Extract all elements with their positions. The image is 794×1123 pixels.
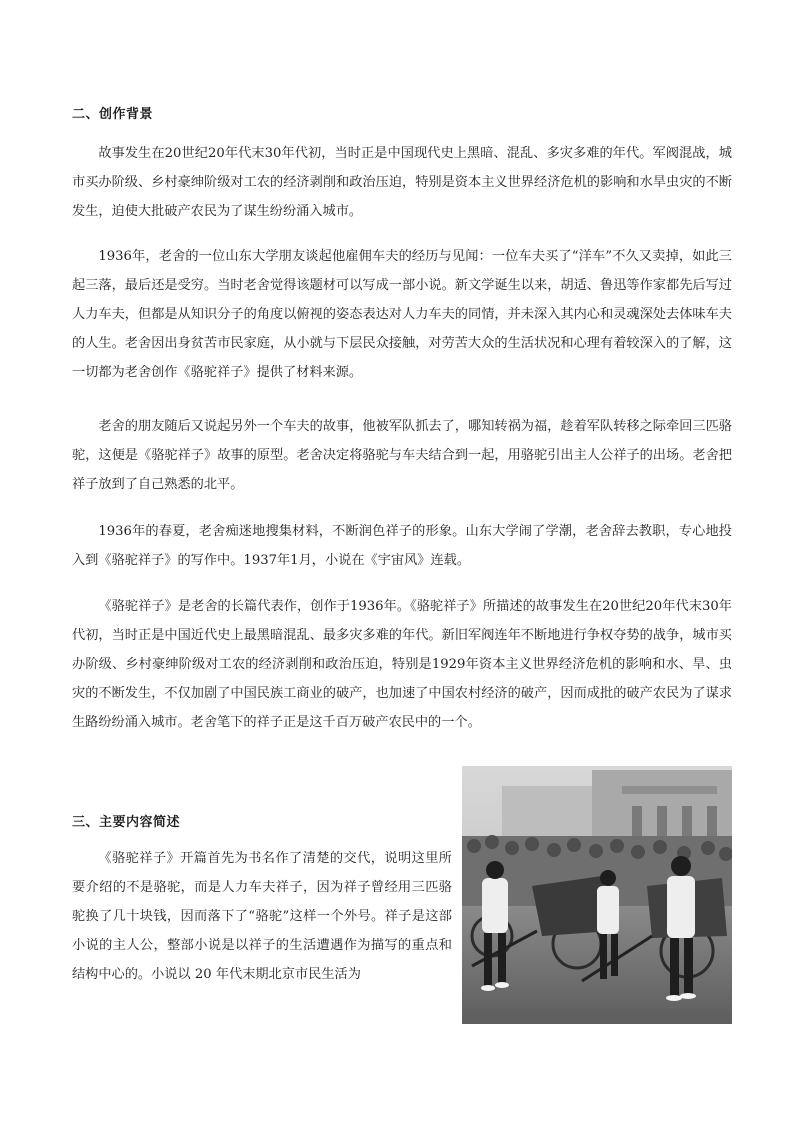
rickshaw-pullers-photo <box>462 766 732 1024</box>
paragraph: 1936年的春夏，老舍痴迷地搜集材料，不断润色祥子的形象。山东大学闹了学潮，老舍辞去教职，专心地投入到《骆驼祥子》的写作中。1937年1月，小说在《宇宙风》连载。 <box>72 524 732 568</box>
section-heading-background: 二、创作背景 <box>72 107 154 122</box>
paragraph: 老舍的朋友随后又说起另外一个车夫的故事，他被军队抓去了，哪知转祸为福，趁着军队转移之际牵回三匹骆驼，这便是《骆驼祥子》故事的原型。老舍决定将骆驼与车夫结合到一起，用骆驼引出主人公祥子的出场。老舍把祥子放到了自己熟悉的北平。 <box>72 419 732 492</box>
paragraph: 《骆驼祥子》开篇首先为书名作了清楚的交代，说明这里所要介绍的不是骆驼，而是人力车夫祥子，因为祥子曾经用三匹骆驼换了几十块钱，因而落下了“骆驼”这样一个外号。祥子是这部小说的主人公，整部小说是以祥子的生活遭遇作为描写的重点和结构中心的。小说以 20 年代末期北京市民生活为 <box>72 851 452 982</box>
paragraph: 故事发生在20世纪20年代末30年代初，当时正是中国现代史上黑暗、混乱、多灾多难的年代。军阀混战，城市买办阶级、乡村豪绅阶级对工农的经济剥削和政治压迫，特别是资本主义世界经济危机的影响和水旱虫灾的不断发生，迫使大批破产农民为了谋生纷纷涌入城市。 <box>72 146 732 219</box>
paragraph: 《骆驼祥子》是老舍的长篇代表作，创作于1936年。《骆驼祥子》所描述的故事发生在20世纪20年代末30年代初，当时正是中国近代史上最黑暗混乱、最多灾多难的年代。新旧军阀连年不断地进行争权夺势的战争，城市买办阶级、乡村豪绅阶级对工农的经济剥削和政治压迫，特别是1929年资本主义世界经济危机的影响和水、旱、虫灾的不断发生，不仅加剧了中国民族工商业的破产，也加速了中国农村经济的破产，因而成批的破产农民为了谋求生路纷纷涌入城市。老舍笔下的祥子正是这千百万破产农民中的一个。 <box>72 599 732 730</box>
paragraph: 1936年，老舍的一位山东大学朋友谈起他雇佣车夫的经历与见闻：一位车夫买了“洋车”不久又卖掉，如此三起三落，最后还是受穷。当时老舍觉得该题材可以写成一部小说。新文学诞生以来，胡适、鲁迅等作家都先后写过人力车夫，但都是从知识分子的角度以俯视的姿态表达对人力车夫的同情，并未深入其内心和灵魂深处去体味车夫的人生。老舍因出身贫苦市民家庭，从小就与下层民众接触，对劳苦大众的生活状况和心理有着较深入的了解，这一切都为老舍创作《骆驼祥子》提供了材料来源。 <box>72 249 732 380</box>
section-heading-summary: 三、主要内容简述 <box>72 815 181 830</box>
